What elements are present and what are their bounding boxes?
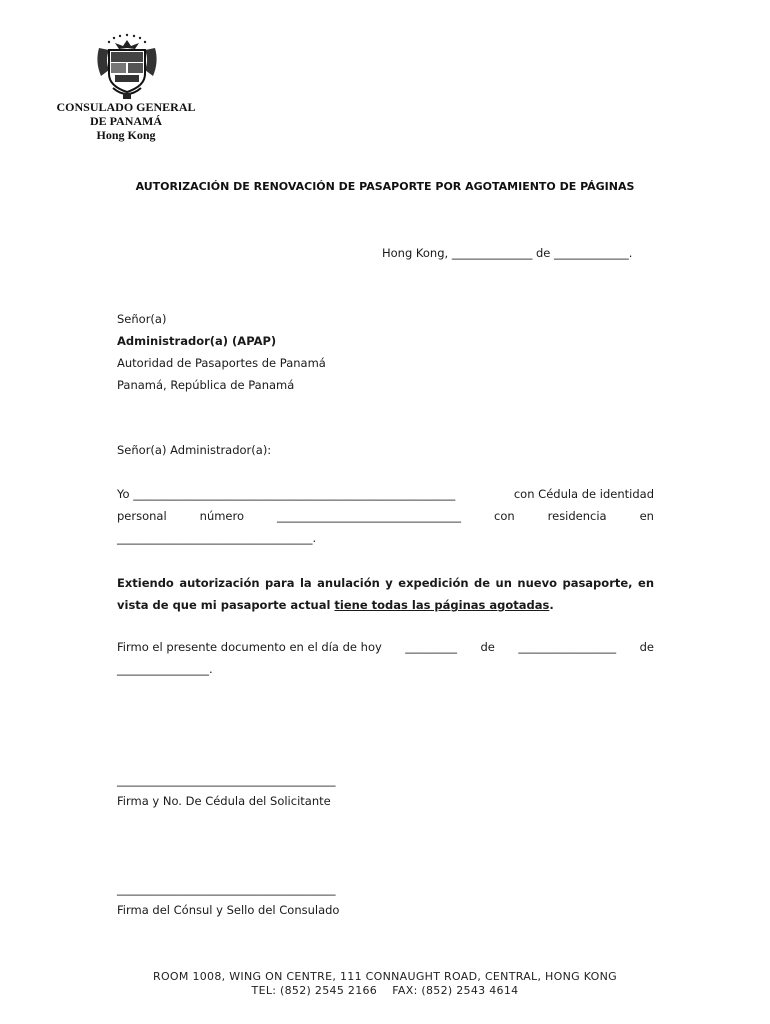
- authorization-end: .: [549, 598, 554, 612]
- signing-text: Firmo el presente documento en el día de hoy: [117, 640, 382, 654]
- statement-word: número: [199, 509, 245, 523]
- recipient-location: Panamá, República de Panamá: [117, 378, 295, 392]
- authorization-text: Extiendo autorización para la anulación y expedición de un nuevo pasaporte, en vista de que mi pasaporte actual: [117, 576, 654, 612]
- greeting: Señor(a) Administrador(a):: [117, 443, 272, 457]
- consulate-city: Hong Kong: [96, 128, 156, 142]
- authorization-paragraph: [117, 572, 654, 616]
- signing-word: de: [639, 640, 654, 654]
- statement-word: en: [639, 509, 654, 523]
- document-title: AUTORIZACIÓN DE RENOVACIÓN DE PASAPORTE POR AGOTAMIENTO DE PÁGINAS: [135, 180, 635, 193]
- statement-word: con: [494, 509, 515, 523]
- consul-signature-line: ______________________________________: [117, 882, 336, 896]
- signing-month-blank: _________________: [518, 640, 617, 654]
- statement-line-2: [117, 509, 654, 523]
- footer: [0, 970, 770, 998]
- signing-line-1: [117, 640, 654, 654]
- consulate-name-line2: DE PANAMÁ: [89, 114, 163, 128]
- statement-id-text: con Cédula de identidad: [513, 487, 654, 501]
- applicant-signature-line: ______________________________________: [117, 773, 336, 787]
- footer-phones: TEL: (852) 2545 2166 FAX: (852) 2543 4614: [251, 984, 519, 997]
- statement-word: residencia: [547, 509, 607, 523]
- footer-address: ROOM 1008, WING ON CENTRE, 111 CONNAUGHT ROAD, CENTRAL, HONG KONG: [153, 970, 617, 983]
- authorization-underlined-text: tiene todas las páginas agotadas: [334, 598, 550, 612]
- statement-id-blank: ________________________________: [277, 509, 462, 523]
- recipient-salutation: Señor(a): [117, 312, 167, 326]
- consul-signature-label: Firma del Cónsul y Sello del Consulado: [117, 903, 340, 917]
- date-line: Hong Kong, ______________ de _____________.: [382, 246, 633, 260]
- recipient-institution: Autoridad de Pasaportes de Panamá: [117, 356, 326, 370]
- panama-coat-of-arms-icon: [93, 30, 161, 102]
- consulate-name-line1: CONSULADO GENERAL: [56, 100, 196, 114]
- applicant-signature-label: Firma y No. De Cédula del Solicitante: [117, 794, 331, 808]
- recipient-name: Administrador(a) (APAP): [117, 334, 277, 348]
- signing-year-blank: ________________.: [117, 662, 213, 676]
- statement-word: personal: [117, 509, 167, 523]
- statement-name-blank: Yo ________________________________________________________: [117, 487, 456, 501]
- consulate-header: [40, 100, 212, 142]
- signing-word: de: [480, 640, 495, 654]
- statement-residence-blank: __________________________________.: [117, 531, 317, 545]
- signing-day-blank: _________: [405, 640, 458, 654]
- statement-line-1: [117, 487, 654, 501]
